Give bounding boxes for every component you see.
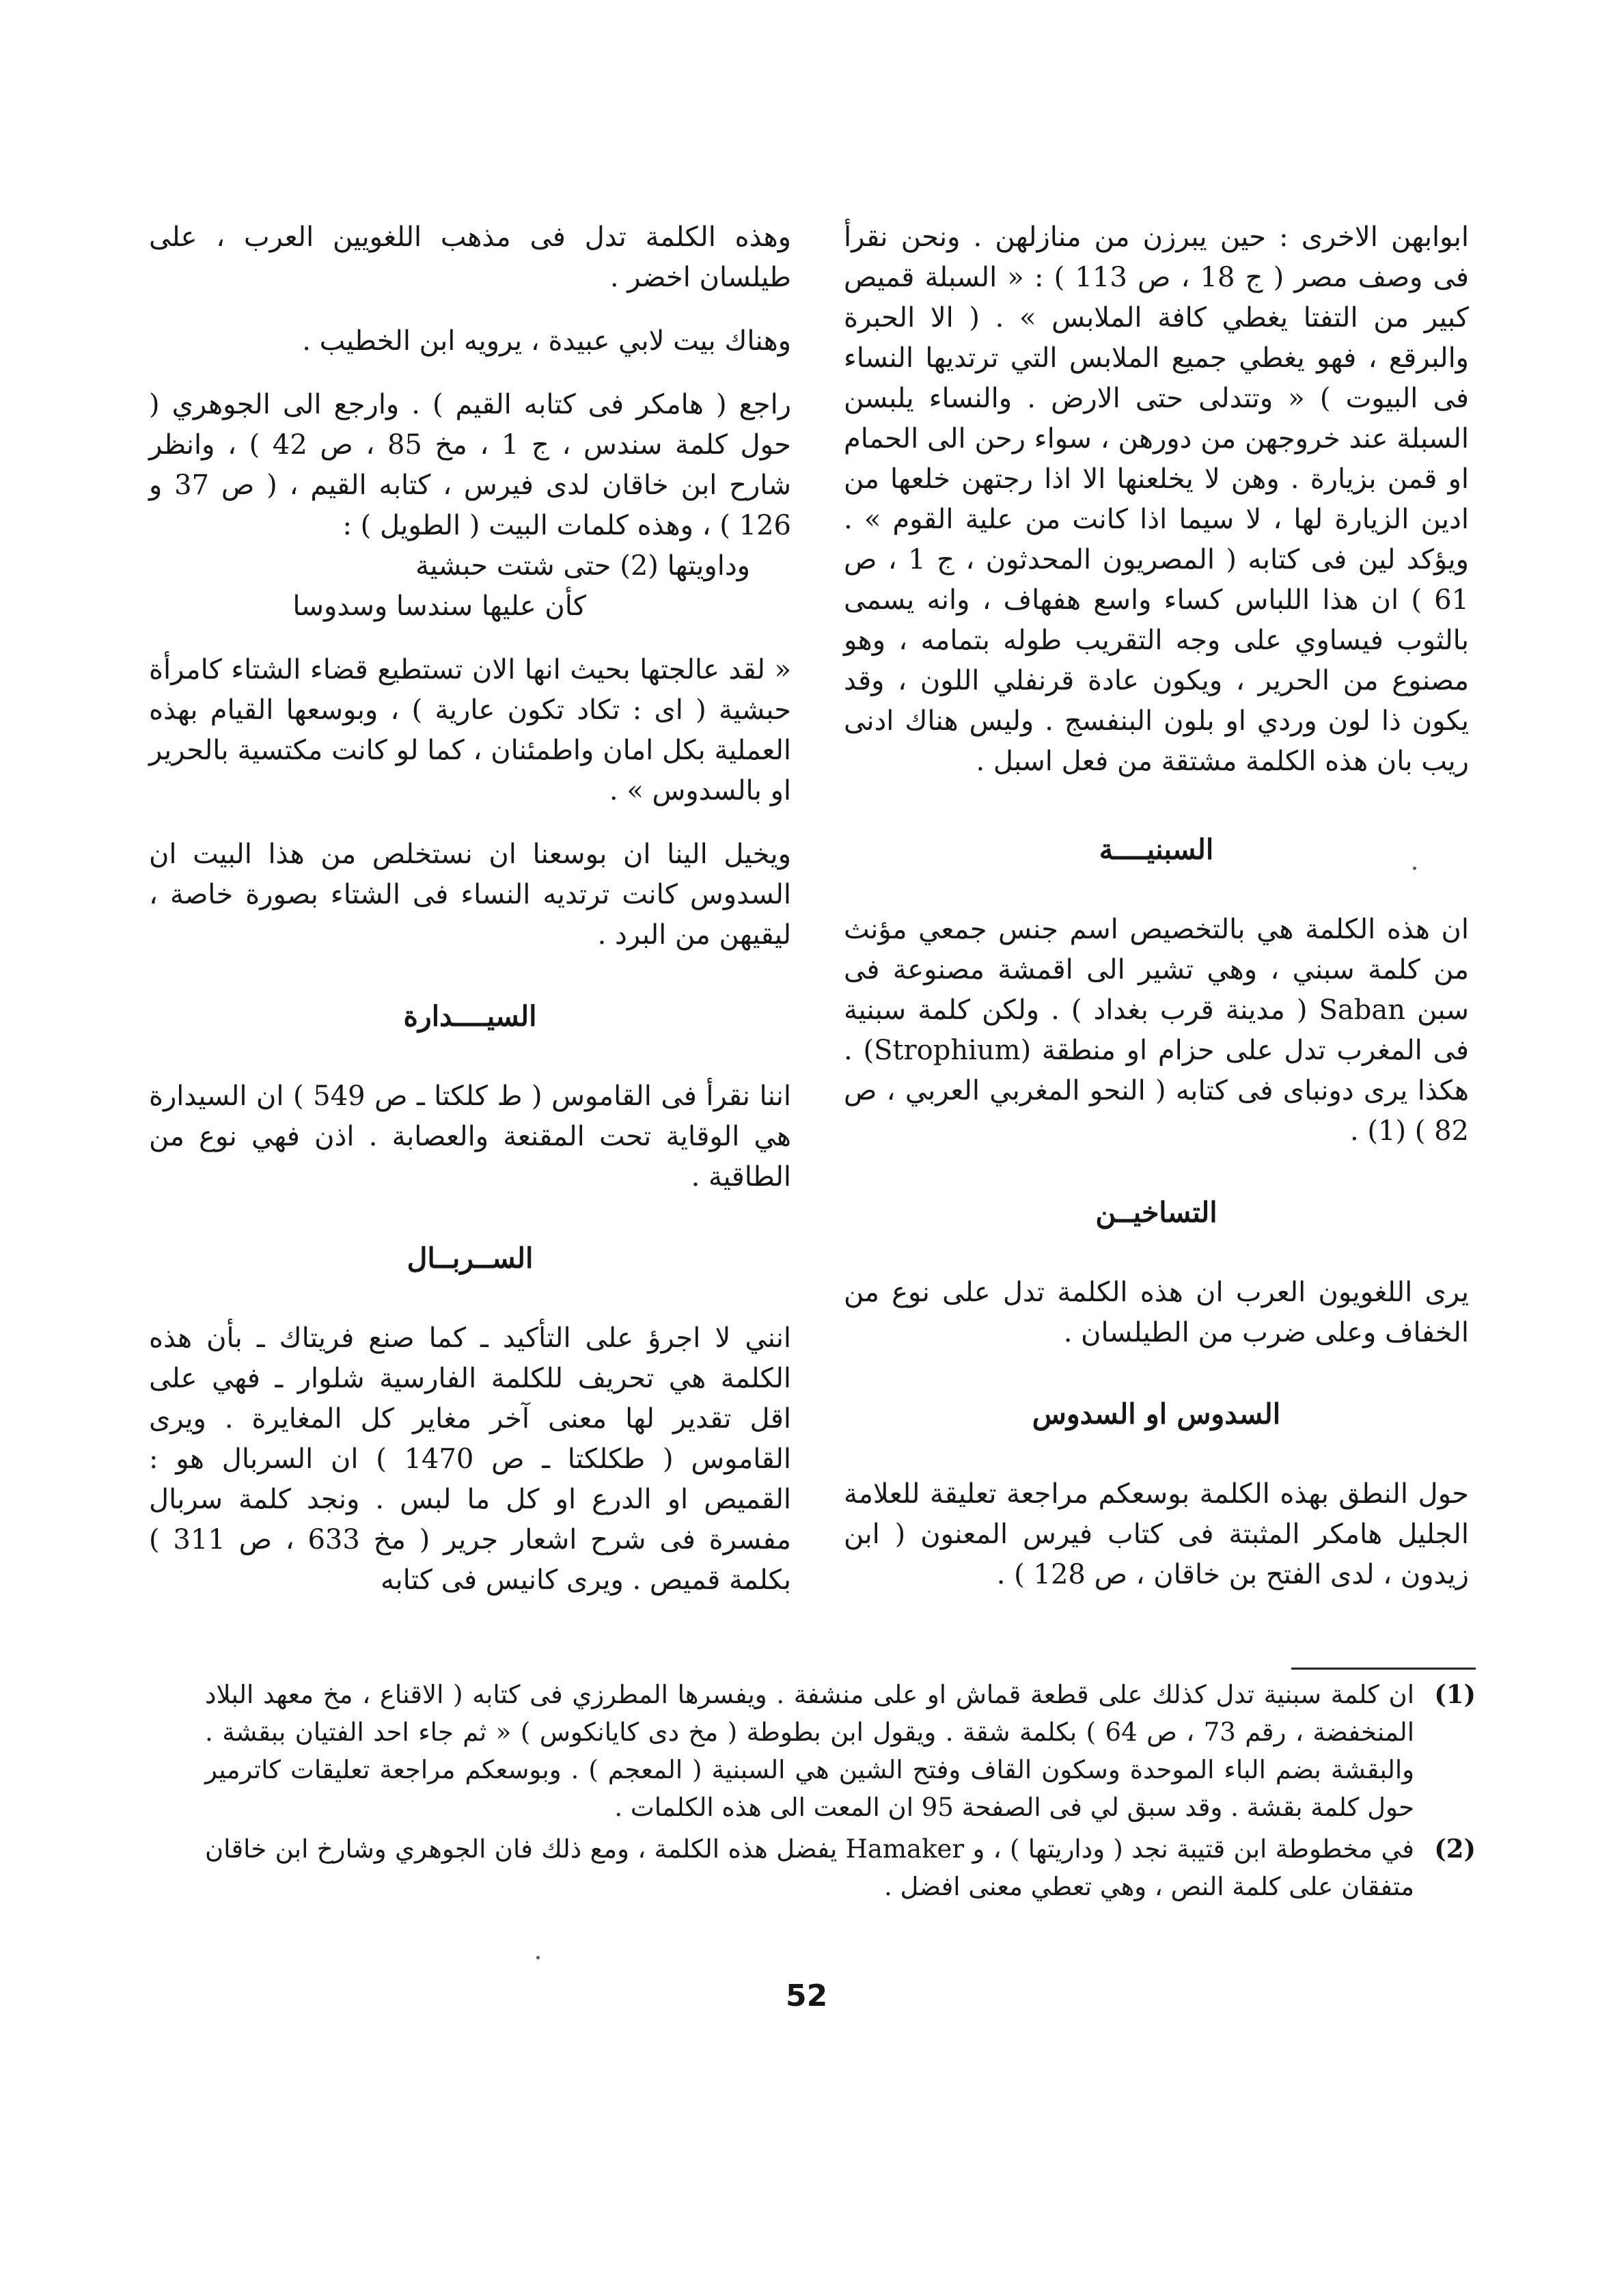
paragraph-sabaniya: ان هذه الكلمة هي بالتخصيص اسم جنس جمعي مؤنث من كلمة سبني ، وهي تشير الى اقمشة مصنوعة فى سبن Saban ( مدينة قرب بغداد ) . ولكن كلمة سبنية فى المغرب تدل على حزام او منطقة (Strophium) . هكذا يرى دونباى فى كتابه ( النحو المغربي العربي ، ص 82 ) (1) .	[844, 914, 1470, 1147]
heading-sabaniya: السبنيــــة	[1099, 833, 1214, 866]
footnote-text: في مخطوطة ابن قتيبة نجد ( وداريتها ) ، و Hamaker يفضل هذه الكلمة ، ومع ذلك فان الجوهري وشارخ ابن خاقان متفقان على كلمة النص ، وهي تعطي معنى افضل .	[205, 1834, 1414, 1901]
scan-speck	[1413, 867, 1416, 870]
footnote	[205, 1676, 1476, 1826]
right-column	[844, 217, 1469, 1595]
paragraph-sidara: اننا نقرأ فى القاموس ( ط كلكتا ـ ص 549 ) ان السيدارة هي الوقاية تحت المقنعة والعصابة . اذن فهي نوع من الطاقية .	[149, 1080, 791, 1193]
footnote	[205, 1830, 1476, 1905]
footnote-divider	[1291, 1668, 1476, 1670]
heading-sidara: السيــــدارة	[403, 1000, 537, 1033]
paragraph-tasakhin: يرى اللغويون العرب ان هذه الكلمة تدل على نوع من الخفاف وعلى ضرب من الطيلسان .	[844, 1277, 1469, 1348]
paragraph-references: راجع ( هامكر فى كتابه القيم ) . وارجع الى الجوهري ( حول كلمة سندس ، ج 1 ، مخ 85 ، ص 42 ) ، وانظر شارح ابن خاقان لدى فيرس ، كتابه القيم ، ( ص 37 و 126 ) ، وهذه كلمات البيت ( الطويل ) :	[149, 389, 792, 541]
left-column	[149, 217, 791, 1601]
footnote-text: ان كلمة سبنية تدل كذلك على قطعة قماش او على منشفة . ويفسرها المطرزي فى كتابه ( الاقناع ، مخ معهد البلاد المنخفضة ، رقم 73 ، ص 64 ) بكلمة شقة . ويقول ابن بطوطة ( مخ دى كايانكوس ) « ثم جاء احد الفتيان ببقشة . والبقشة بضم الباء الموحدة وسكون القاف وفتح الشين هي السبنية ( المعجم ) . وبوسعكم مراجعة تعليقات كاترمير حول كلمة بقشة . وقد سبق لي فى الصفحة 95 ان المعت الى هذه الكلمات .	[205, 1680, 1414, 1822]
heading-sirbal: الســربــال	[407, 1242, 534, 1275]
scan-speck	[536, 1956, 540, 1959]
heading-sudus: السدوس او السدوس	[1032, 1398, 1281, 1430]
verse-line-2: كأن عليها سندسا وسدوسا	[292, 590, 586, 622]
paragraph-intro: ابوابهن الاخرى : حين يبرزن من منازلهن . ونحن نقرأ فى وصف مصر ( ج 18 ، ص 113 ) : « السبلة قميص كبير من التفتا يغطي كافة الملابس » . ( الا الحبرة والبرقع ، فهو يغطي جميع الملابس التي ترتديها النساء فى البيوت ) « وتتدلى حتى الارض . والنساء يلبسن السبلة عند خروجهن من دورهن ، سواء رحن الى الحمام او قمن بزيارة . وهن لا يخلعنها الا اذا رجتهن خلعها من ادين الزيارة لها ، لا سيما اذا كانت من علية القوم » . ويؤكد لين فى كتابه ( المصريون المحدثون ، ج 1 ، ص 61 ) ان هذا اللباس كساء واسع هفهاف ، وانه يسمى بالثوب فيساوي على وجه التقريب طوله بتمامه ، وهو مصنوع من الحرير ، ويكون عادة قرنفلي اللون ، وقد يكون ذا لون وردي او بلون البنفسج . وليس هناك ادنى ريب بان هذه الكلمة مشتقة من فعل اسبل .	[844, 221, 1470, 777]
heading-tasakhin: التساخيــن	[1095, 1196, 1217, 1229]
paragraph-sudus: حول النطق بهذه الكلمة بوسعكم مراجعة تعليقة للعلامة الجليل هامكر المثبتة فى كتاب فيرس المعنون ( ابن زيدون ، لدى الفتح بن خاقان ، ص 128 ) .	[844, 1478, 1469, 1590]
paragraph-abu-ubaida: وهناك بيت لابي عبيدة ، يرويه ابن الخطيب .	[302, 325, 791, 357]
paragraph-tailasan: وهذه الكلمة تدل فى مذهب اللغويين العرب ، على طيلسان اخضر .	[149, 221, 791, 293]
footnote-number: (1)	[1434, 1679, 1476, 1709]
footnote-number: (2)	[1434, 1834, 1476, 1864]
paragraph-translation: « لقد عالجتها بحيث انها الان تستطيع قضاء الشتاء كامرأة حبشية ( اى : تكاد تكون عارية ) ، وبوسعها القيام بهذه العملية بكل امان واطمئنان ، كما لو كانت مكتسية بالحرير او بالسدوس » .	[149, 654, 791, 806]
paragraph-conclusion: ويخيل الينا ان بوسعنا ان نستخلص من هذا البيت ان السدوس كانت ترتديه النساء فى الشتاء بصورة خاصة ، ليقيهن من البرد .	[149, 839, 791, 951]
verse-line-1: وداويتها (2) حتى شتت حبشية	[415, 550, 750, 582]
paragraph-sirbal: انني لا اجرؤ على التأكيد ـ كما صنع فريتاك ـ بأن هذه الكلمة هي تحريف للكلمة الفارسية شلوار ـ فهي على اقل تقدير لها معنى آخر مغاير كل المغايرة . ويرى القاموس ( طكلكتا ـ ص 1470 ) ان السربال هو : القميص او الدرع او كل ما لبس . ونجد كلمة سربال مفسرة فى شرح اشعار جرير ( مخ 633 ، ص 311 ) بكلمة قميص . ويرى كانيس فى كتابه	[149, 1322, 791, 1596]
footnotes	[205, 1676, 1476, 1909]
page-number: 52	[786, 1979, 828, 2013]
